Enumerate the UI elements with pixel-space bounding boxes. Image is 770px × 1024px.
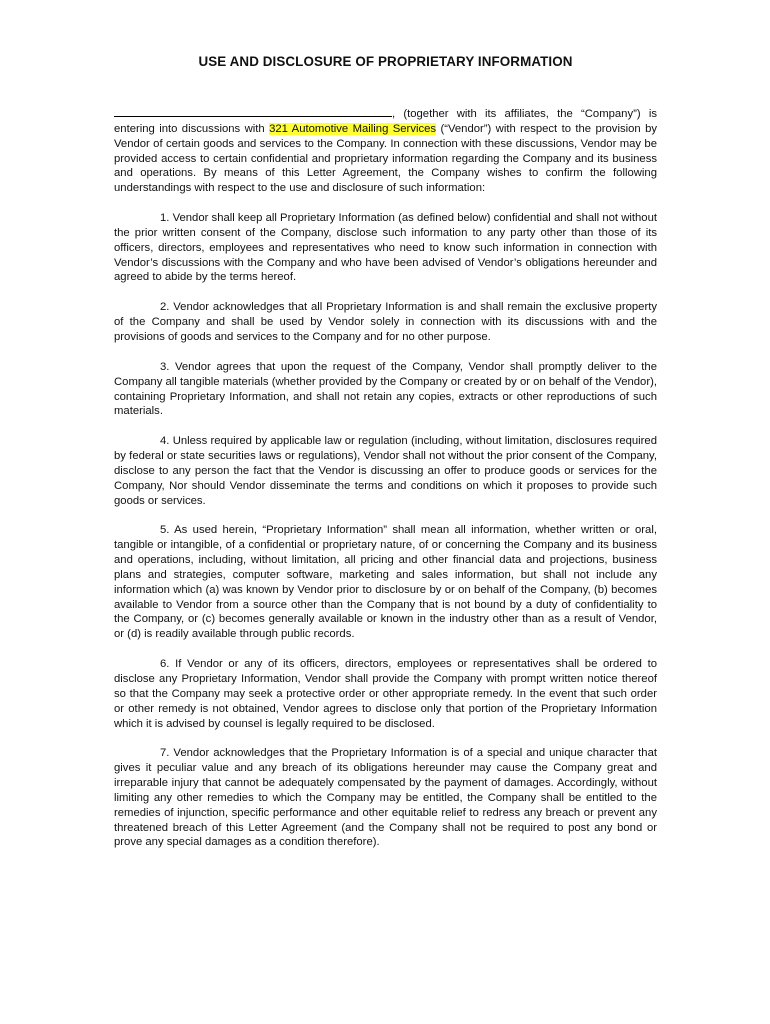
clause-1: 1. Vendor shall keep all Proprietary Information (as defined below) confidential and shall not without the prior written consent of the Company, disclose such information to any party other than those of its officers, directors, employees and representatives who need to know such information in connection with Vendor’s discussions with the Company and who have been advised of Vendor’s obligations hereunder and agreed to abide by the terms hereof.	[114, 212, 657, 284]
clause-7: 7. Vendor acknowledges that the Proprietary Information is of a special and unique character that gives it peculiar value and any breach of its obligations hereunder may cause the Company great and irreparable injury that cannot be adequately compensated by the payment of damages. Accordingly, without limiting any other remedies to which the Company may be entitled, the Company shall be entitled to the remedies of injunction, specific performance and other equitable relief to redress any breach or prevent any threatened breach of this Letter Agreement (and the Company shall not be required to post any bond or prove any special damages as a condition therefore).	[114, 747, 657, 849]
clause-3: 3. Vendor agrees that upon the request of the Company, Vendor shall promptly deliver to the Company all tangible materials (whether provided by the Company or created by or on behalf of the Vendor), containing Proprietary Information, and shall not retain any copies, extracts or other reproductions of such materials.	[114, 360, 657, 418]
intro-text-b: (“Vendor”) with respect to the provision by Vendor of certain goods and services to the Company. In connection with these discussions, Vendor may be provided access to certain confidential and proprietary information regarding the Company and its business and operations. By means of this Letter Agreement, the Company wishes to confirm the following understandings with respect to the use and disclosure of such information:	[114, 122, 657, 195]
intro-text-a: , (together with its affiliates, the “Company”) is entering into discussions with	[114, 108, 657, 135]
vendor-name-highlight: 321 Automotive Mailing Services	[269, 122, 437, 135]
clause-6: 6. If Vendor or any of its officers, directors, employees or representatives shall be ordered to disclose any Proprietary Information, Vendor shall provide the Company with prompt written notice thereof so that the Company may seek a protective order or other appropriate remedy. In the event that such order or other remedy is not obtained, Vendor agrees to disclose only that portion of the Proprietary Information which it is advised by counsel is legally required to be disclosed.	[114, 658, 657, 730]
clause-2: 2. Vendor acknowledges that all Proprietary Information is and shall remain the exclusive property of the Company and shall be used by Vendor solely in connection with its discussions with and the provisions of goods and services to the Company and for no other purpose.	[114, 301, 657, 343]
document-title: USE AND DISCLOSURE OF PROPRIETARY INFORMATION	[198, 54, 573, 69]
clause-5: 5. As used herein, “Proprietary Information” shall mean all information, whether written or oral, tangible or intangible, of a confidential or proprietary nature, of or concerning the Company and its business and operations, including, without limitation, all pricing and other financial data and projections, business plans and strategies, computer software, marketing and sales information, but shall not include any information which (a) was known by Vendor prior to disclosure by or on behalf of the Company, (b) becomes available to Vendor from a source other than the Company that is not bound by a duty of confidentiality to the Company, or (c) becomes generally available or known in the industry other than as a result of Vendor, or (d) is readily available through public records.	[114, 524, 657, 641]
clause-4: 4. Unless required by applicable law or regulation (including, without limitation, disclosures required by federal or state securities laws or regulations), Vendor shall not without the prior consent of the Company, disclose to any person the fact that the Vendor is discussing an offer to produce goods or services for the Company, Nor should Vendor disseminate the terms and conditions on which it proposes to provide such goods or services.	[114, 435, 657, 507]
company-name-blank[interactable]	[114, 105, 392, 117]
intro-paragraph	[114, 105, 657, 196]
